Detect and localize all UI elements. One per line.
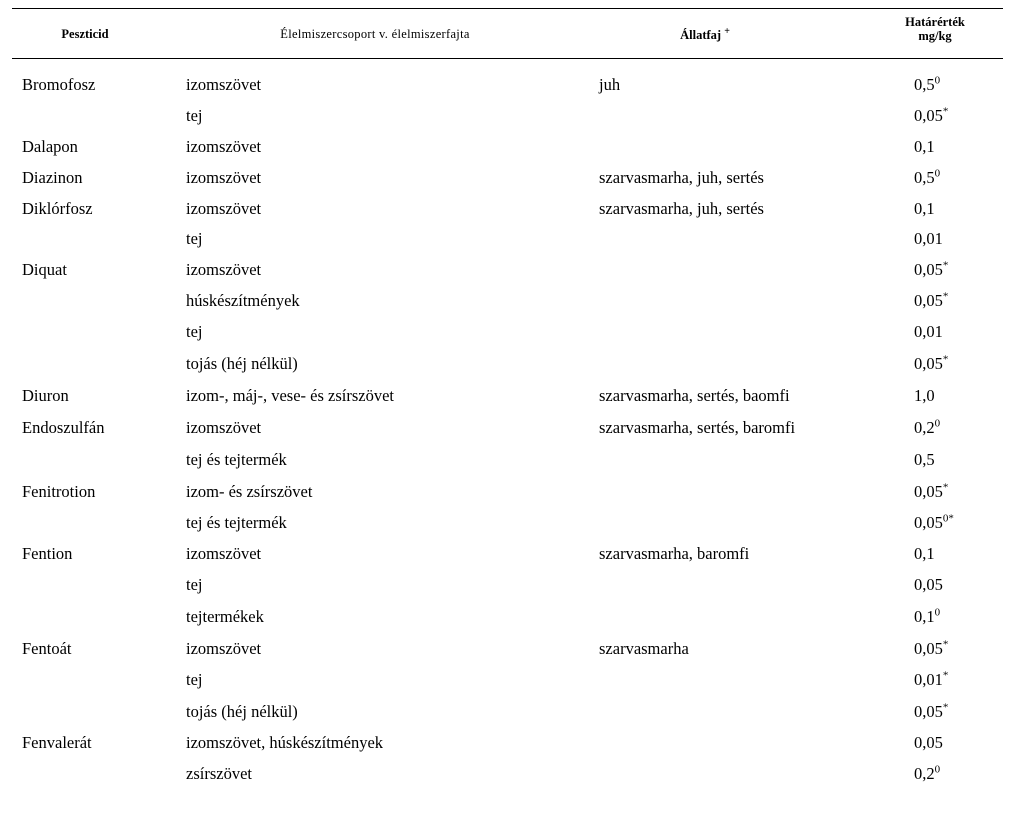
- species-cell: szarvasmarha, juh, sertés: [599, 199, 764, 218]
- food-cell: izomszövet: [186, 418, 262, 437]
- table-row: [0, 670, 1018, 700]
- limit-cell: [914, 513, 954, 533]
- food-cell: izomszövet: [186, 137, 262, 156]
- table-row: [0, 260, 1018, 290]
- food-cell: izomszövet, húskészítmények: [186, 733, 384, 752]
- limit-mark: *: [942, 481, 949, 494]
- header-pesticide: Peszticid: [61, 27, 109, 41]
- limit-cell: [914, 575, 943, 595]
- limit-cell: [914, 137, 935, 157]
- table-row: [0, 322, 1018, 352]
- header-rule: [12, 58, 1003, 59]
- limit-cell: [914, 291, 948, 311]
- limit-cell: [914, 639, 948, 659]
- food-cell: tej és tejtermék: [186, 513, 287, 532]
- limit-value: 0,1: [914, 544, 935, 563]
- table-row: [0, 106, 1018, 136]
- limit-cell: [914, 260, 948, 280]
- limit-cell: [914, 607, 940, 627]
- food-cell: tej: [186, 106, 203, 125]
- table-row: [0, 639, 1018, 669]
- table-row: [0, 544, 1018, 574]
- limit-mark: *: [942, 105, 949, 118]
- header-food: Élelmiszercsoport v. élelmiszerfajta: [280, 27, 470, 41]
- limit-cell: [914, 450, 935, 470]
- limit-cell: [914, 418, 940, 438]
- limit-cell: [914, 670, 948, 690]
- limit-value: 0,05: [914, 354, 943, 373]
- limit-value: 0,5: [914, 168, 935, 187]
- limit-mark: 0: [934, 74, 941, 87]
- table-row: [0, 418, 1018, 448]
- limit-cell: [914, 733, 943, 753]
- table-row: [0, 607, 1018, 637]
- limit-value: 0,01: [914, 670, 943, 689]
- header-species-label: Állatfaj: [680, 28, 722, 43]
- limit-cell: [914, 229, 943, 249]
- limit-cell: [914, 702, 948, 722]
- species-cell: juh: [599, 75, 621, 94]
- food-cell: izomszövet: [186, 168, 262, 187]
- table-row: [0, 75, 1018, 105]
- limit-mark: 0: [934, 417, 941, 430]
- table-row: [0, 354, 1018, 384]
- table-row: [0, 733, 1018, 763]
- limit-value: 0,2: [914, 764, 935, 783]
- food-cell: tejtermékek: [186, 607, 264, 626]
- limit-value: 0,5: [914, 75, 935, 94]
- food-cell: tej és tejtermék: [186, 450, 287, 469]
- pesticide-cell: Fention: [22, 544, 73, 563]
- table-row: [0, 702, 1018, 732]
- limit-mark: *: [942, 259, 949, 272]
- pesticide-cell: Diazinon: [22, 168, 83, 187]
- table-row: [0, 386, 1018, 416]
- limit-value: 0,5: [914, 450, 935, 469]
- limit-value: 0,05: [914, 702, 943, 721]
- table-row: [0, 137, 1018, 167]
- table-row: [0, 513, 1018, 543]
- limit-value: 0,01: [914, 322, 943, 341]
- limit-cell: [914, 764, 940, 784]
- limit-mark: 0: [934, 606, 941, 619]
- limit-value: 0,05: [914, 513, 943, 532]
- header-species: [640, 25, 770, 42]
- limit-cell: [914, 544, 935, 564]
- pesticide-cell: Endoszulfán: [22, 418, 105, 437]
- table-row: [0, 575, 1018, 605]
- table-row: [0, 168, 1018, 198]
- species-cell: szarvasmarha, juh, sertés: [599, 168, 764, 187]
- header-species-mark: +: [724, 26, 730, 37]
- food-cell: izom-, máj-, vese- és zsírszövet: [186, 386, 395, 405]
- pesticide-cell: Fentoát: [22, 639, 72, 658]
- food-cell: tej: [186, 670, 203, 689]
- limit-mark: *: [942, 290, 949, 303]
- limit-mark: 0: [934, 763, 941, 776]
- limit-mark: 0: [934, 167, 941, 180]
- limit-cell: [914, 386, 935, 406]
- species-cell: szarvasmarha: [599, 639, 689, 658]
- limit-mark: *: [942, 701, 949, 714]
- table-row: [0, 450, 1018, 480]
- pesticide-cell: Fenvalerát: [22, 733, 92, 752]
- table-row: [0, 291, 1018, 321]
- limit-cell: [914, 322, 943, 342]
- limit-value: 0,1: [914, 607, 935, 626]
- table-row: [0, 764, 1018, 794]
- limit-cell: [914, 168, 940, 188]
- limit-value: 0,2: [914, 418, 935, 437]
- pesticide-cell: Diklórfosz: [22, 199, 93, 218]
- limit-value: 1,0: [914, 386, 935, 405]
- food-cell: zsírszövet: [186, 764, 252, 783]
- limit-value: 0,01: [914, 229, 943, 248]
- table-row: [0, 482, 1018, 512]
- limit-cell: [914, 482, 948, 502]
- food-cell: tej: [186, 575, 203, 594]
- food-cell: izomszövet: [186, 544, 262, 563]
- limit-value: 0,05: [914, 575, 943, 594]
- food-cell: izomszövet: [186, 260, 262, 279]
- limit-mark: *: [942, 353, 949, 366]
- limit-value: 0,05: [914, 733, 943, 752]
- food-cell: tojás (héj nélkül): [186, 702, 298, 721]
- species-cell: szarvasmarha, sertés, baomfi: [599, 386, 790, 405]
- pesticide-cell: Diuron: [22, 386, 69, 405]
- limit-cell: [914, 106, 948, 126]
- food-cell: tojás (héj nélkül): [186, 354, 298, 373]
- pesticide-cell: Bromofosz: [22, 75, 96, 94]
- limit-mark: *: [942, 669, 949, 682]
- limit-mark: 0*: [942, 512, 954, 525]
- food-cell: tej: [186, 229, 203, 248]
- limit-value: 0,1: [914, 137, 935, 156]
- food-cell: izomszövet: [186, 639, 262, 658]
- pesticide-cell: Diquat: [22, 260, 67, 279]
- food-cell: izomszövet: [186, 75, 262, 94]
- limit-mark: *: [942, 638, 949, 651]
- species-cell: szarvasmarha, baromfi: [599, 544, 750, 563]
- pesticide-cell: Dalapon: [22, 137, 78, 156]
- species-cell: szarvasmarha, sertés, baromfi: [599, 418, 796, 437]
- limit-value: 0,05: [914, 106, 943, 125]
- limit-cell: [914, 354, 948, 374]
- food-cell: tej: [186, 322, 203, 341]
- food-cell: izomszövet: [186, 199, 262, 218]
- table-row: [0, 229, 1018, 259]
- food-cell: húskészítmények: [186, 291, 300, 310]
- limit-cell: [914, 199, 935, 219]
- header-limit-line1: Határérték: [905, 15, 965, 29]
- pesticide-cell: Fenitrotion: [22, 482, 96, 501]
- limit-value: 0,05: [914, 482, 943, 501]
- limit-value: 0,05: [914, 639, 943, 658]
- limit-value: 0,05: [914, 291, 943, 310]
- limit-value: 0,05: [914, 260, 943, 279]
- food-cell: izom- és zsírszövet: [186, 482, 313, 501]
- header-limit-line2: mg/kg: [918, 29, 952, 43]
- limit-value: 0,1: [914, 199, 935, 218]
- header-limit: [870, 15, 1000, 43]
- table-row: [0, 199, 1018, 229]
- limit-cell: [914, 75, 940, 95]
- top-rule: [12, 8, 1003, 9]
